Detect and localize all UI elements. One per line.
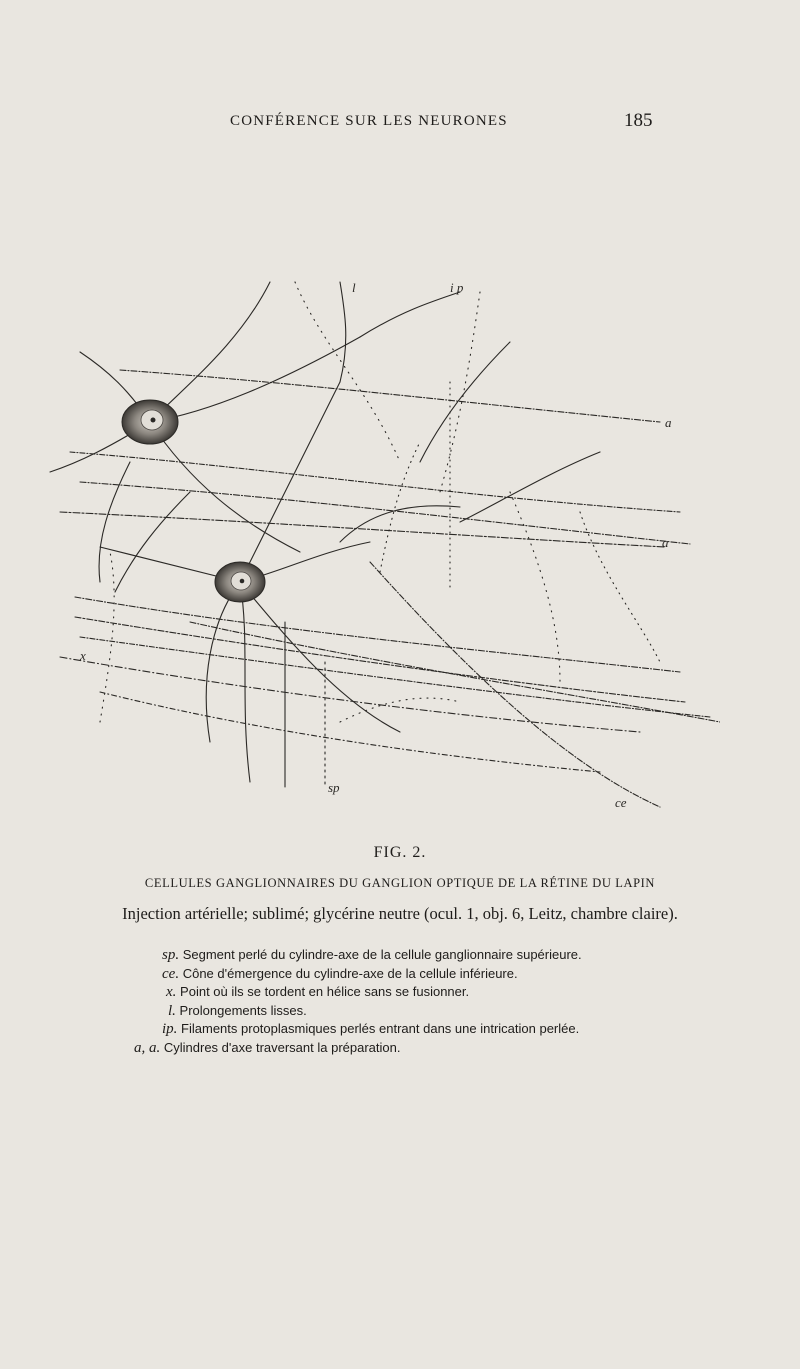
dendrite xyxy=(150,282,270,422)
label-l: l xyxy=(352,280,356,295)
label-a-lower: a xyxy=(662,535,669,550)
label-sp: sp xyxy=(328,780,340,795)
legend-text: Point où ils se tordent en hélice sans se fusionner. xyxy=(180,984,470,999)
axon-fiber xyxy=(370,562,660,807)
legend-key: x. xyxy=(166,984,177,1000)
label-x: x xyxy=(80,648,86,663)
axon-fiber xyxy=(120,370,660,422)
legend-text: Cylindres d'axe traversant la préparation. xyxy=(163,1039,401,1055)
perle-filament xyxy=(510,492,560,682)
dendrite xyxy=(99,462,130,582)
legend-item xyxy=(110,983,750,1002)
legend-item xyxy=(110,946,750,965)
legend-item xyxy=(110,965,750,984)
page-number: 185 xyxy=(624,110,653,131)
ganglion-cell-upper xyxy=(122,400,178,444)
neuron-illustration xyxy=(40,262,720,842)
ganglion-cell-lower xyxy=(215,562,265,602)
legend-text: Segment perlé du cylindre-axe de la cellule ganglionnaire supérieure. xyxy=(182,947,582,962)
legend-key: a, a. xyxy=(134,1039,161,1056)
dendrite xyxy=(115,492,190,592)
figure-label: FIG. 2. xyxy=(373,844,427,861)
perle-filament xyxy=(440,292,480,492)
axon-fiber xyxy=(190,622,720,722)
perle-filament xyxy=(295,282,400,462)
neuron-drawing xyxy=(40,262,720,842)
dendrite xyxy=(150,422,300,552)
caption-title: CELLULES GANGLIONNAIRES DU GANGLION OPTIQUE DE LA RÉTINE DU LAPIN xyxy=(144,876,656,890)
legend-key: ce. xyxy=(162,965,180,982)
axon-fiber xyxy=(80,482,690,544)
dendrite xyxy=(150,337,360,422)
axon-fiber xyxy=(60,657,640,732)
figure-legend xyxy=(110,946,750,1057)
legend-item xyxy=(110,1020,750,1039)
legend-text: Filaments protoplasmiques perlés entrant dans une intrication perlée. xyxy=(181,1021,580,1036)
label-a-upper: a xyxy=(665,415,672,430)
legend-key: l. xyxy=(168,1002,176,1019)
axon-fiber xyxy=(75,597,680,672)
legend-key: sp. xyxy=(162,947,180,963)
running-head: CONFÉRENCE SUR LES NEURONES xyxy=(230,113,508,129)
dendrite xyxy=(240,582,400,732)
page-header xyxy=(0,110,800,143)
dendrite xyxy=(206,582,240,742)
dendrite xyxy=(460,452,600,522)
axon-fiber xyxy=(60,512,665,547)
axon-fiber xyxy=(100,692,600,772)
dendrite xyxy=(240,382,340,582)
axon-fiber xyxy=(70,452,680,512)
legend-text: Cône d'émergence du cylindre-axe de la cellule inférieure. xyxy=(182,965,518,981)
legend-item xyxy=(110,1002,750,1021)
dendrite xyxy=(240,582,250,782)
perle-filament xyxy=(100,552,114,722)
label-ce: ce xyxy=(615,795,627,810)
perle-filament xyxy=(580,512,660,662)
dendrite xyxy=(360,292,460,337)
caption-subtitle: Injection artérielle; sublimé; glycérine neutre (ocul. 1, obj. 6, Leitz, chambre claire). xyxy=(122,904,678,923)
legend-item xyxy=(110,1039,750,1058)
axon-fiber xyxy=(80,637,710,717)
label-ip: i p xyxy=(450,280,464,295)
legend-key: ip. xyxy=(162,1021,178,1037)
axon-fiber xyxy=(75,617,685,702)
legend-text: Prolongements lisses. xyxy=(179,1002,307,1018)
